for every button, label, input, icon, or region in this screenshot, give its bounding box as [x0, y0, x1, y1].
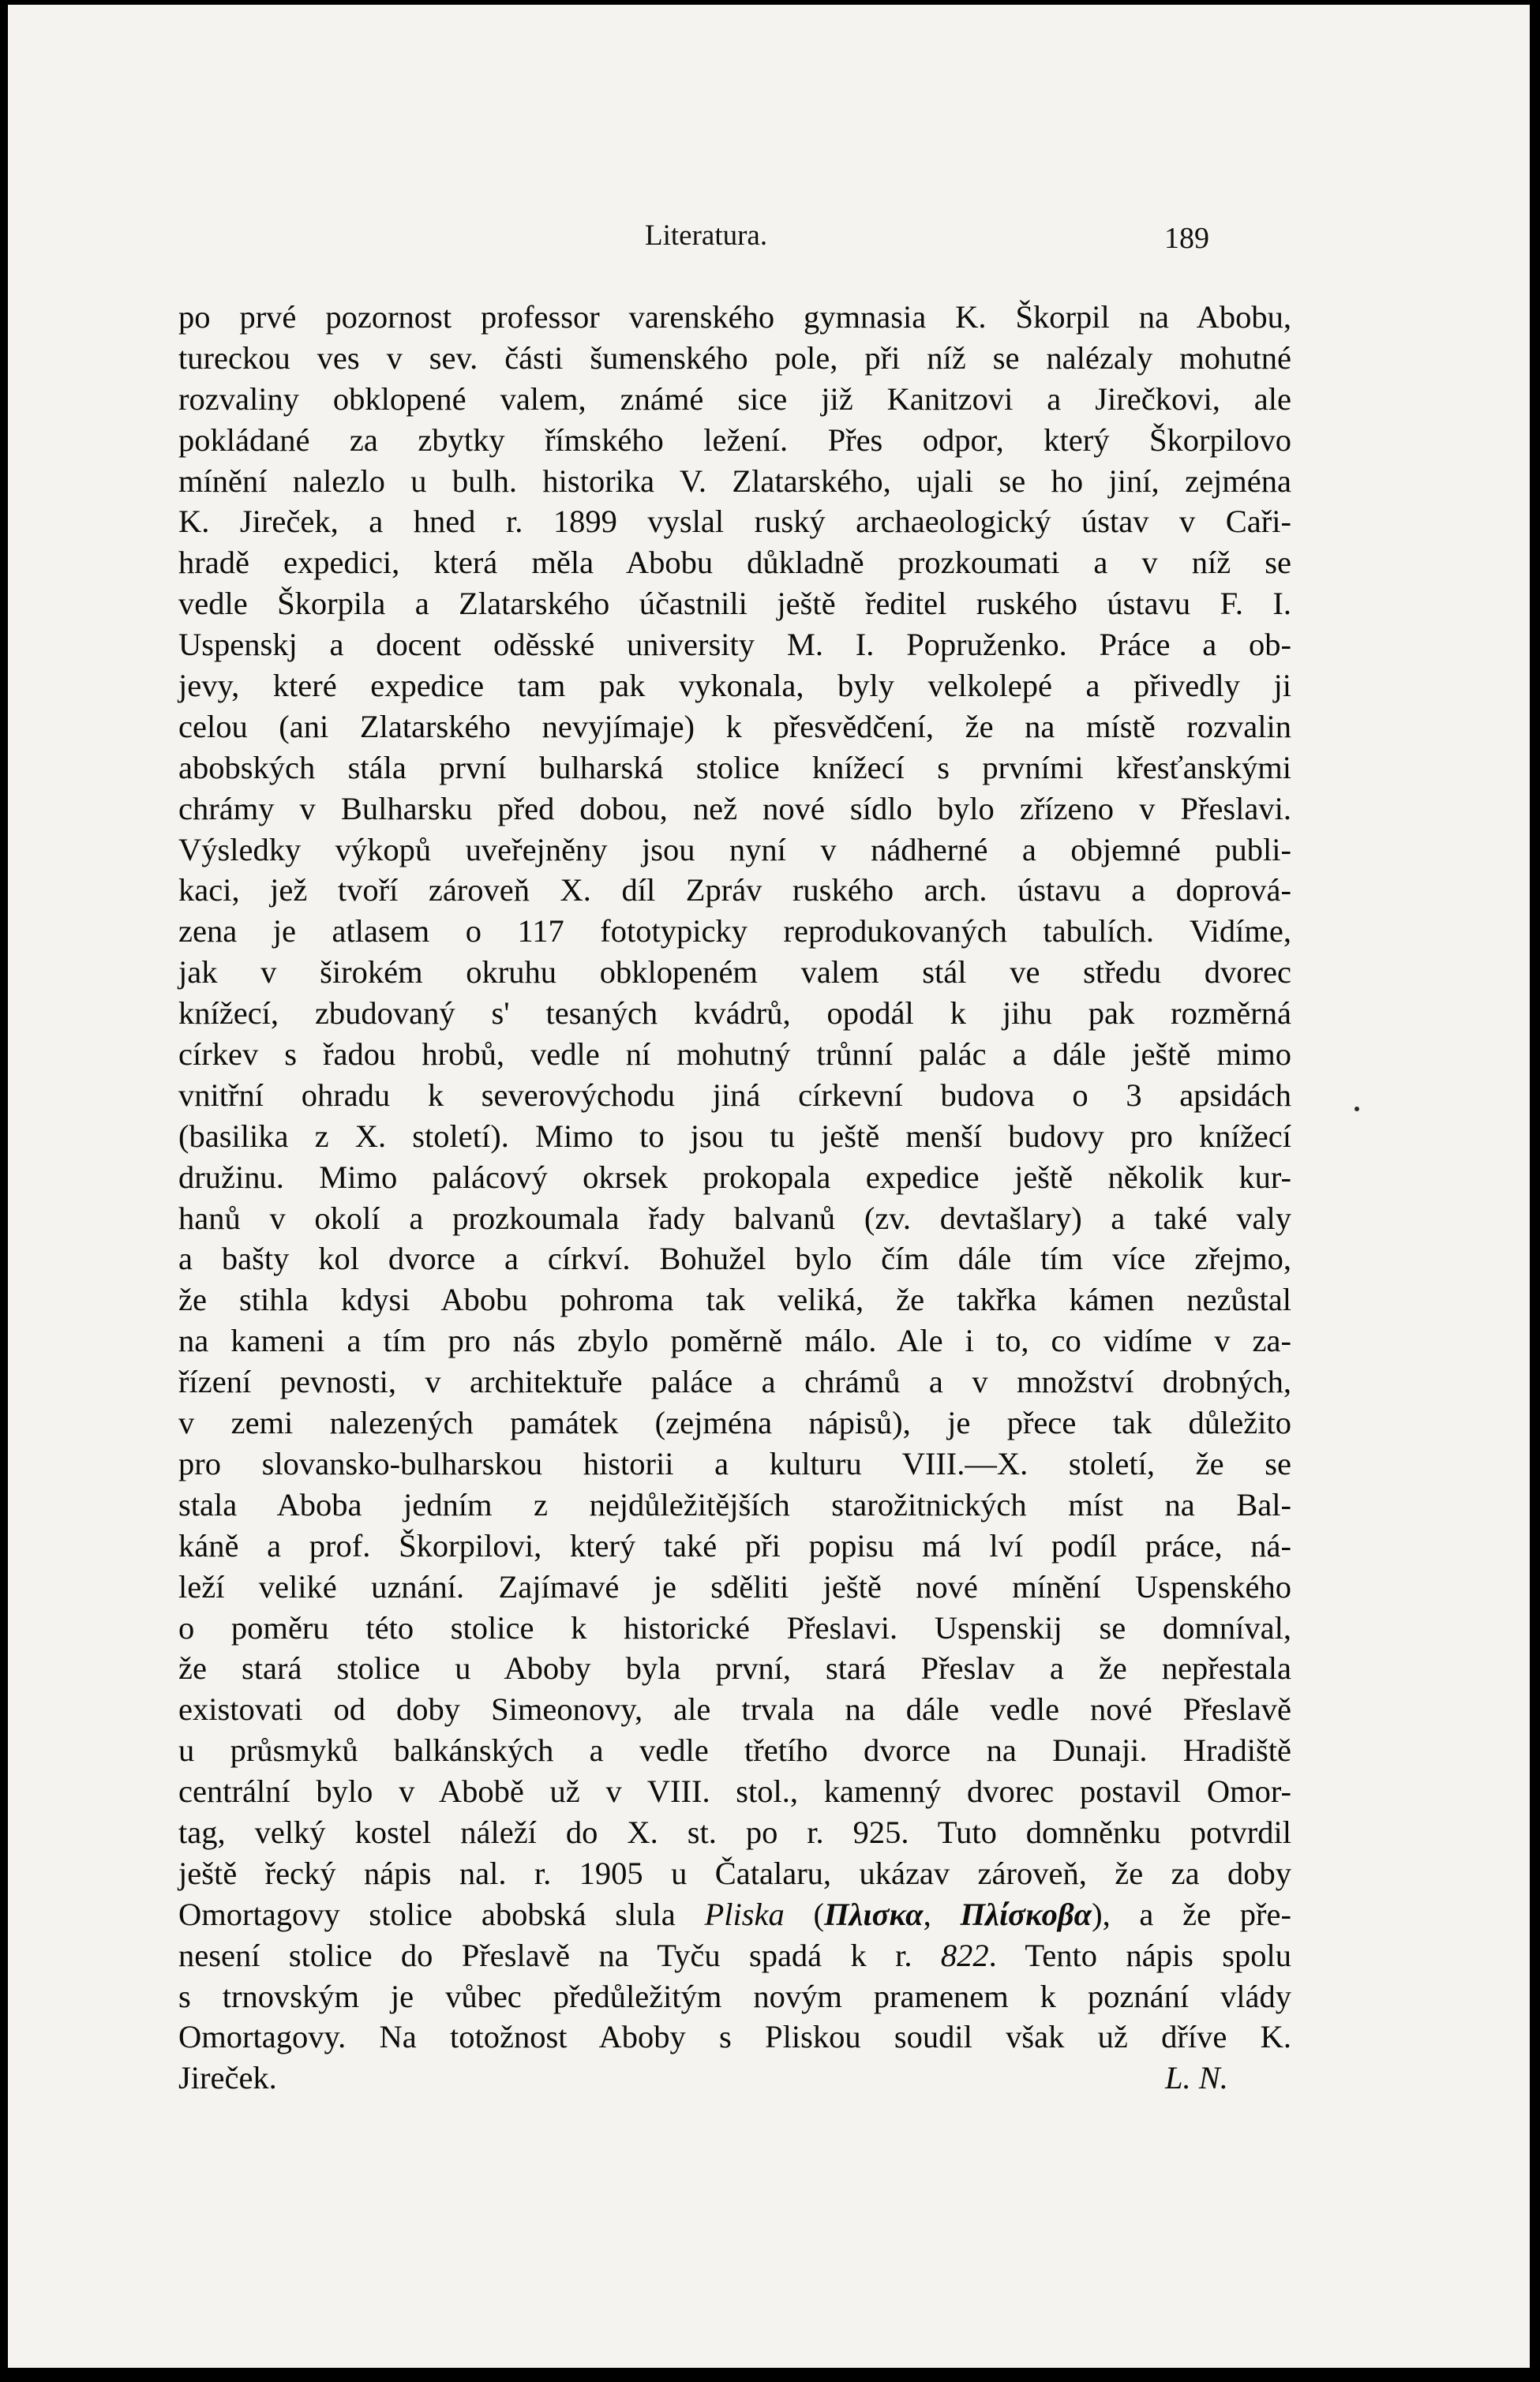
page-number: 189: [1164, 222, 1209, 255]
text-line: stala Aboba jedním z nejdůležitějších starožitnických míst na Bal-: [178, 1486, 1291, 1522]
text-line: tureckou ves v sev. části šumenského pole, při níž se nalézaly mohutné: [178, 339, 1291, 376]
text-line: řízení pevnosti, v architektuře paláce a chrámů a v množství drobných,: [178, 1364, 1291, 1400]
text-line: Výsledky výkopů uveřejněny jsou nyní v nádherné a objemné publi-: [178, 831, 1291, 867]
text-line: Omortagovy stolice abobská slula Pliska (Πλισκα, Πλίσκοβα), a že pře-: [178, 1896, 1291, 1932]
text-line: rozvaliny obklopené valem, známé sice již Kanitzovi a Jirečkovi, ale: [178, 380, 1291, 417]
year: 822: [940, 1937, 989, 1973]
text-line: centrální bylo v Abobě už v VIII. stol., kamenný dvorec postavil Omor-: [178, 1773, 1291, 1810]
text-line: u průsmyků balkánských a vedle třetího dvorce na Dunaji. Hradiště: [178, 1732, 1291, 1769]
text-line: chrámy v Bulharsku před dobou, než nové sídlo bylo zřízeno v Přeslavi.: [178, 790, 1291, 826]
place-name-pliska: Pliska: [704, 1896, 785, 1932]
closing-line: [178, 2058, 1291, 2099]
text-line: po prvé pozornost professor varenského gymnasia K. Škorpil na Abobu,: [178, 299, 1291, 335]
text-line: družinu. Mimo palácový okrsek prokopala expedice ještě několik kur-: [178, 1159, 1291, 1195]
page-header: [8, 216, 1530, 256]
text-line: mínění nalezlo u bulh. historika V. Zlatarského, ujali se ho jiní, zejména: [178, 463, 1291, 499]
text-line: vnitřní ohradu k severovýchodu jiná církevní budova o 3 apsidách: [178, 1077, 1291, 1113]
text-line: jevy, které expedice tam pak vykonala, byly velkolepé a přivedly ji: [178, 668, 1291, 704]
text-line: Omortagovy. Na totožnost Aboby s Pliskou soudil však už dříve K.: [178, 2019, 1291, 2055]
text-line: hanů v okolí a prozkoumala řady balvanů (zv. devtašlary) a také valy: [178, 1200, 1291, 1236]
text-line: a bašty kol dvorce a církví. Bohužel bylo čím dále tím více zřejmo,: [178, 1241, 1291, 1277]
reviewer-signature: L. N.: [1165, 2060, 1228, 2096]
text-line: tag, velký kostel náleží do X. st. po r. 925. Tuto domněnku potvrdil: [178, 1814, 1291, 1850]
running-title: Literatura.: [645, 219, 768, 252]
text-line: knížecí, zbudovaný s' tesaných kvádrů, opodál k jihu pak rozměrná: [178, 995, 1291, 1032]
text-line: že stará stolice u Aboby byla první, stará Přeslav a že nepřestala: [178, 1650, 1291, 1687]
text-line: s trnovským je vůbec předůležitým novým pramenem k poznání vlády: [178, 1978, 1291, 2014]
book-page: [8, 5, 1530, 2368]
text-line: že stihla kdysi Abobu pohroma tak veliká, že takřka kámen nezůstal: [178, 1282, 1291, 1318]
text-line: pro slovansko-bulharskou historii a kulturu VIII.—X. století, že se: [178, 1445, 1291, 1481]
text-line: zena je atlasem o 117 fototypicky reprodukovaných tabulích. Vidíme,: [178, 913, 1291, 949]
text-line: vedle Škorpila a Zlatarského účastnili ještě ředitel ruského ústavu F. I.: [178, 586, 1291, 622]
text-line: v zemi nalezených památek (zejména nápisů), je přece tak důležito: [178, 1405, 1291, 1441]
text-line: leží veliké uznání. Zajímavé je sděliti ještě nové mínění Uspenského: [178, 1568, 1291, 1605]
text-line: káně a prof. Škorpilovi, který také při popisu má lví podíl práce, ná-: [178, 1527, 1291, 1564]
text-line: (basilika z X. století). Mimo to jsou tu ještě menší budovy pro knížecí: [178, 1118, 1291, 1154]
greek-name: Πλίσκοβα: [960, 1896, 1092, 1932]
text-line: Uspenskj a docent oděsské university M. I. Popruženko. Práce a ob-: [178, 627, 1291, 663]
text-line: pokládané za zbytky římského ležení. Přes odpor, který Škorpilovo: [178, 421, 1291, 458]
text-lines: [178, 297, 1291, 1894]
text-line: kaci, jež tvoří zároveň X. díl Zpráv ruského arch. ústavu a doprová-: [178, 872, 1291, 908]
text-line: K. Jireček, a hned r. 1899 vyslal ruský archaeologický ústav v Caři-: [178, 504, 1291, 540]
text-line: hradě expedici, která měla Abobu důkladně prozkoumati a v níž se: [178, 545, 1291, 581]
text-line: jak v širokém okruhu obklopeném valem stál ve středu dvorec: [178, 954, 1291, 991]
greek-name: Πλισκα: [823, 1896, 924, 1932]
text-line: na kameni a tím pro nás zbylo poměrně málo. Ale i to, co vidíme v za-: [178, 1323, 1291, 1359]
cited-author: Jireček.: [178, 2060, 277, 2096]
article-body: [178, 297, 1291, 2099]
print-speck: [1355, 1107, 1359, 1111]
text-line: abobských stála první bulharská stolice knížecí s prvními křesťanskými: [178, 749, 1291, 785]
text-line: církev s řadou hrobů, vedle ní mohutný trůnní palác a dále ještě mimo: [178, 1036, 1291, 1073]
text-line: celou (ani Zlatarského nevyjímaje) k přesvědčení, že na místě rozvalin: [178, 708, 1291, 744]
text-line: ještě řecký nápis nal. r. 1905 u Čatalaru, ukázav zároveň, že za doby: [178, 1855, 1291, 1891]
text-line: existovati od doby Simeonovy, ale trvala na dále vedle nové Přeslavě: [178, 1691, 1291, 1728]
text-line: nesení stolice do Přeslavě na Tyču spadá k r. 822. Tento nápis spolu: [178, 1937, 1291, 1973]
text-line: o poměru této stolice k historické Přeslavi. Uspenskij se domníval,: [178, 1609, 1291, 1646]
